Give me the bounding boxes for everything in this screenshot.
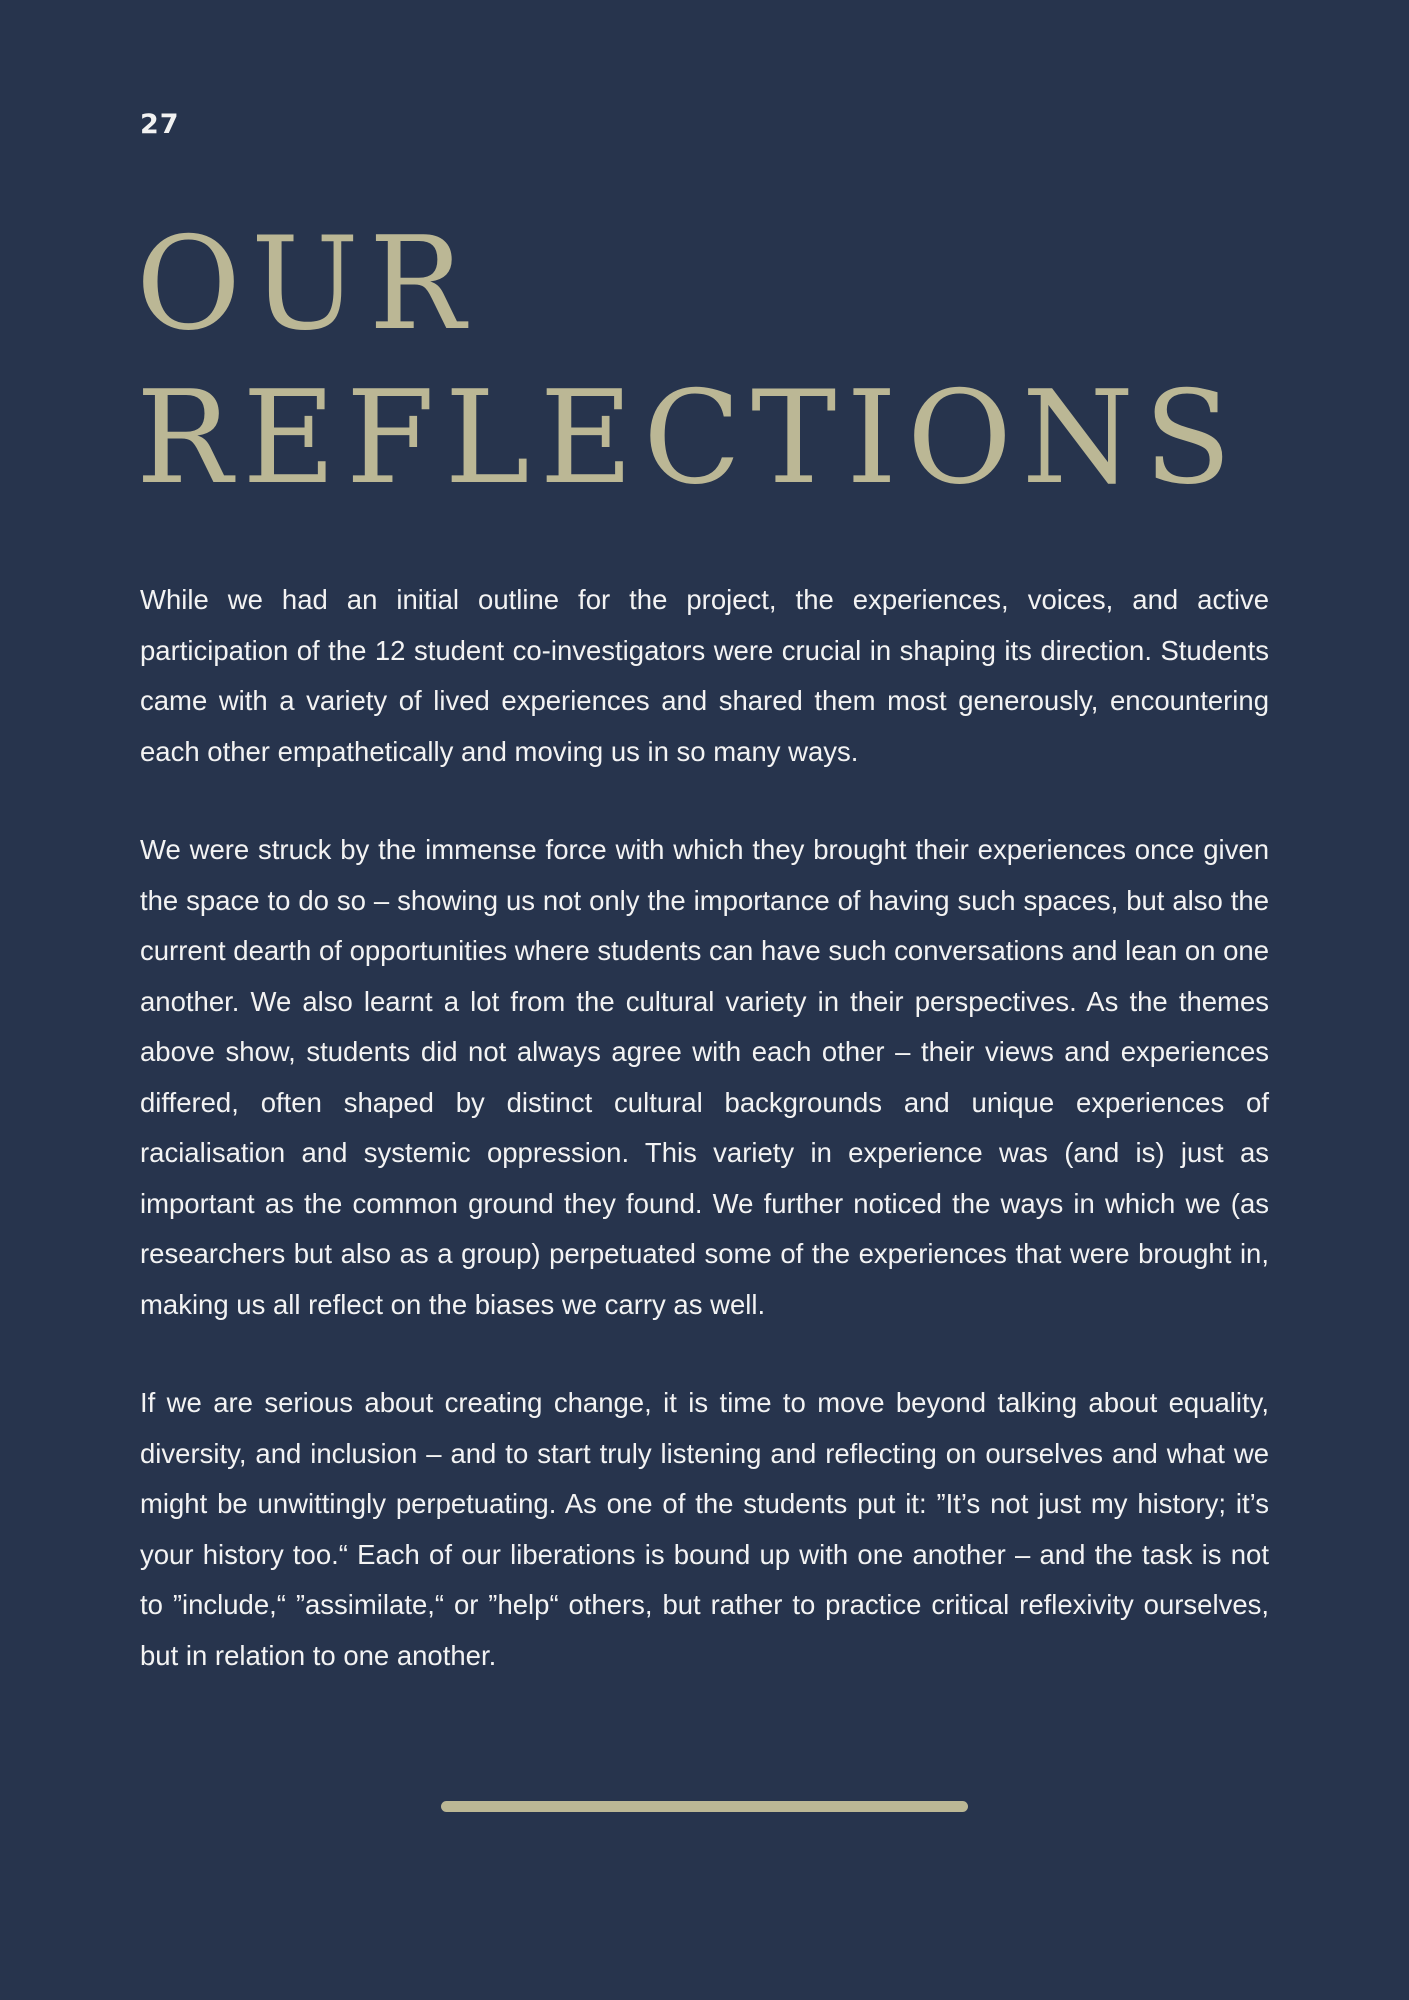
page-title (136, 208, 1242, 516)
page-title-line-2: REFLECTIONS (136, 364, 1242, 513)
paragraph-1: While we had an initial outline for the project, the experiences, voices, and active participation of the 12 student co-investigators were crucial in shaping its direction. Students came with a variety of lived experiences and shared them most generously, encountering each other empathetically and moving us in so many ways. (140, 584, 1269, 767)
paragraph-3: If we are serious about creating change, it is time to move beyond talking about equality, diversity, and inclusion – and to start truly listening and reflecting on ourselves and what we might be unwittingly perpetuating. As one of the students put it: ”It’s not just my history; it’s your history too.“ Each of our liberations is bound up with one another – and the task is not to ”include,“ ”assimilate,“ or ”help“ others, but rather to practice critical reflexivity ourselves, but in relation to one another. (140, 1387, 1269, 1671)
paragraph-2: We were struck by the immense force with which they brought their experiences once given the space to do so – showing us not only the importance of having such spaces, but also the current dearth of opportunities where students can have such conversations and lean on one another. We also learnt a lot from the cultural variety in their perspectives. As the themes above show, students did not always agree with each other – their views and experiences differed, often shaped by distinct cultural backgrounds and unique experiences of racialisation and systemic oppression. This variety in experience was (and is) just as important as the common ground they found. We further noticed the ways in which we (as researchers but also as a group) perpetuated some of the experiences that were brought in, making us all reflect on the biases we carry as well. (140, 834, 1269, 1320)
section-divider (441, 1801, 968, 1812)
page-number: 27 (140, 109, 180, 140)
body-text (140, 575, 1269, 1729)
page-title-line-1: OUR (136, 210, 476, 359)
